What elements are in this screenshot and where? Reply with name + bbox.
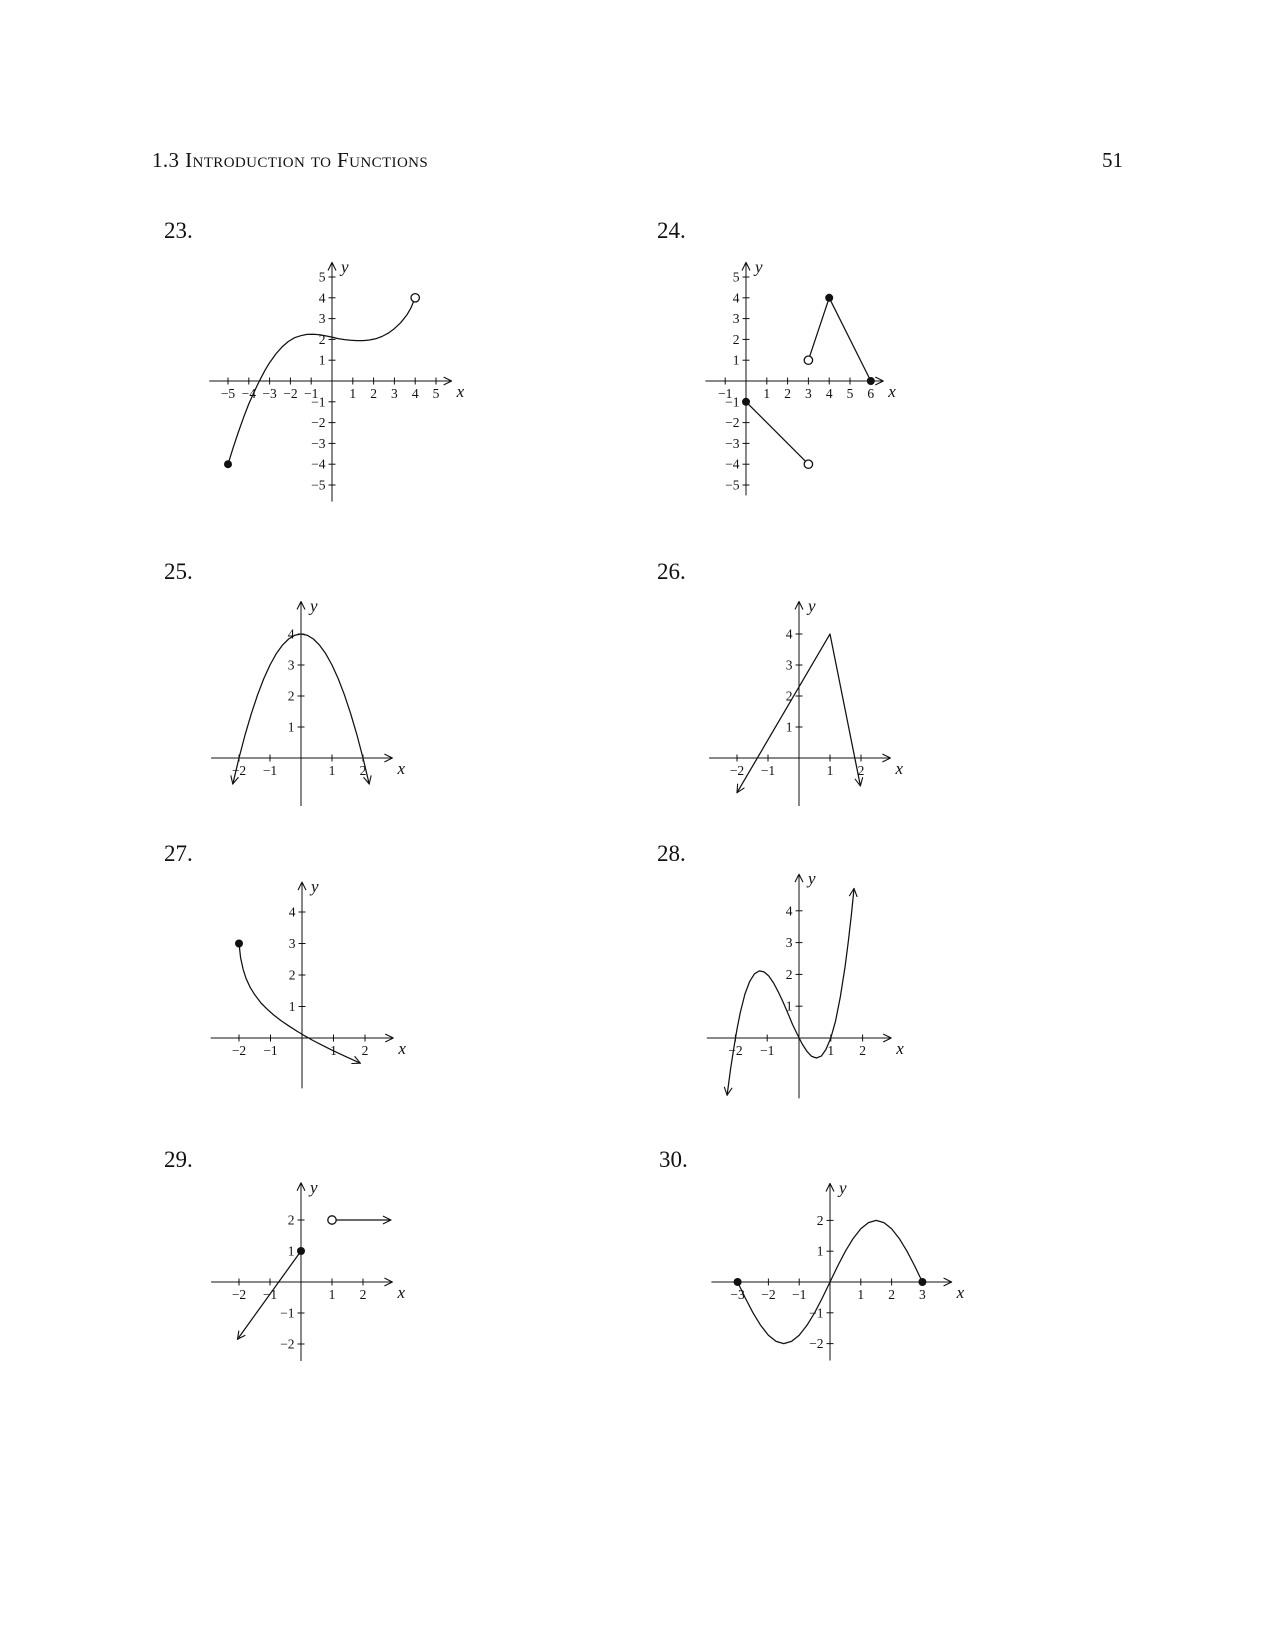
problem-number: 26. [657,559,686,584]
x-tick-label: −1 [718,386,733,401]
y-tick-label: −1 [311,394,326,410]
x-tick-label: 3 [919,1287,926,1302]
y-tick-label: −5 [725,477,740,493]
open-endpoint-circle [804,356,812,364]
y-tick-label: −2 [280,1336,295,1352]
x-tick-label: 1 [349,386,357,401]
axes [709,596,903,806]
y-tick-label: 1 [816,1243,824,1259]
x-tick-label: −2 [728,1043,743,1058]
y-tick-label: 1 [287,719,295,735]
x-tick-label: 4 [825,386,833,401]
x-axis-label: x [895,759,903,778]
problem-number: 27. [164,841,193,866]
x-tick-label: 2 [370,386,377,401]
closed-endpoint-dot [734,1278,742,1286]
graph-plot [688,1172,988,1387]
axes [711,1178,964,1360]
x-axis-label: x [456,382,465,401]
y-tick-label: 2 [318,331,326,347]
problem-number: 25. [164,559,193,584]
problem-number: 29. [164,1147,193,1172]
x-tick-label: 6 [867,386,875,401]
y-tick-label: 1 [287,1243,295,1259]
graph-plot [690,852,930,1112]
open-endpoint-circle [411,294,419,302]
y-tick-label: 4 [732,290,740,306]
x-tick-label: 2 [888,1287,895,1302]
axes [705,257,896,495]
closed-endpoint-dot [235,940,243,948]
x-tick-label: −2 [231,1043,247,1058]
y-axis-label: y [310,1177,318,1197]
y-axis-label: y [310,596,318,616]
y-tick-label: −3 [725,435,740,451]
graph-30 [688,1172,988,1392]
graph-27 [192,852,432,1112]
graph-plot [195,228,475,513]
segment-lower [742,398,813,469]
function-curve [727,889,854,1096]
decreasing-curve [235,940,360,1064]
graph-24 [680,228,920,518]
problem-number: 28. [657,841,686,866]
open-endpoint-circle [804,460,812,468]
y-tick-label: 4 [785,626,793,642]
problem-number: 24. [657,218,686,243]
x-tick-label: −2 [231,1287,247,1302]
x-tick-label: −2 [231,763,247,778]
x-tick-label: −1 [262,1287,278,1302]
x-tick-label: 1 [857,1287,865,1302]
page-number: 51 [1102,148,1123,172]
y-tick-label: 2 [785,966,793,982]
y-tick-label: −4 [725,456,740,472]
x-tick-label: 1 [330,1043,337,1058]
x-tick-label: 2 [361,1043,369,1058]
function-curve [746,402,808,464]
x-tick-label: −4 [241,386,256,401]
y-tick-label: −2 [725,415,740,431]
y-tick-label: −1 [280,1305,295,1321]
ray-horizontal [328,1216,391,1224]
problem-number: 30. [659,1147,688,1172]
x-tick-label: 5 [432,386,440,401]
y-tick-label: 1 [288,999,296,1014]
x-tick-label: 2 [359,763,367,778]
tent-lines [737,634,863,793]
y-tick-label: 3 [287,657,295,673]
y-tick-label: 3 [318,311,326,327]
graph-plot [680,228,920,513]
y-tick-label: 1 [785,719,793,735]
x-tick-label: 1 [826,763,834,778]
ray-lower [238,1247,306,1339]
graph-plot [192,572,432,827]
x-tick-label: 3 [391,386,398,401]
x-tick-label: 1 [328,1287,336,1302]
x-tick-label: 1 [763,386,771,401]
x-tick-label: −2 [283,386,298,401]
section-header: 1.3 Introduction to Functions [152,148,429,172]
closed-point-dot [825,294,833,302]
y-tick-label: −4 [311,456,326,472]
y-tick-label: 1 [732,352,740,368]
x-tick-label: −1 [263,1043,278,1058]
y-axis-label: y [808,869,816,889]
x-tick-label: 1 [827,1043,835,1058]
x-tick-label: −1 [304,386,319,401]
y-axis-label: y [808,596,816,616]
closed-endpoint-dot [297,1247,305,1255]
axes [211,1178,405,1361]
y-tick-label: 3 [785,657,793,673]
axes [209,257,464,501]
x-tick-label: −5 [220,386,236,401]
open-endpoint-circle [328,1216,336,1224]
axes [211,596,405,806]
function-curve [238,1251,302,1339]
x-tick-label: −3 [730,1287,745,1302]
x-tick-label: −2 [729,763,745,778]
graph-plot [192,1172,432,1387]
x-axis-label: x [398,1039,406,1058]
y-tick-label: 4 [785,903,793,919]
x-axis-label: x [397,759,405,778]
y-tick-label: 3 [785,935,793,951]
y-tick-label: 1 [318,352,326,368]
function-curve [808,298,870,381]
y-axis-label: y [311,877,319,897]
x-tick-label: 2 [857,763,865,778]
x-tick-label: −1 [760,1043,775,1058]
y-tick-label: 4 [318,290,326,306]
y-axis-label: y [341,257,349,277]
graph-26 [690,572,930,832]
x-tick-label: −2 [761,1287,776,1302]
graph-25 [192,572,432,832]
closed-endpoint-dot [224,460,232,468]
closed-endpoint-dot [918,1278,926,1286]
x-axis-label: x [956,1283,965,1302]
y-tick-label: 4 [288,904,296,920]
y-axis-label: y [839,1178,847,1198]
x-axis-label: x [888,382,896,401]
y-tick-label: 4 [287,626,295,642]
x-tick-label: −1 [262,763,278,778]
axes [707,869,904,1098]
graph-23 [195,228,475,518]
graph-29 [192,1172,432,1392]
y-tick-label: 2 [287,1212,295,1228]
y-tick-label: 2 [785,688,793,704]
problem-number: 23. [164,218,193,243]
graph-28 [690,852,930,1117]
x-tick-label: 3 [805,386,812,401]
y-tick-label: 5 [318,269,326,285]
graph-plot [690,572,930,827]
y-axis-label: y [755,257,763,277]
y-tick-label: 5 [732,269,740,285]
x-tick-label: 4 [411,386,419,401]
closed-endpoint-dot [867,377,875,385]
graph-plot [192,852,432,1107]
x-axis-label: x [896,1039,904,1058]
x-tick-label: −1 [792,1287,807,1302]
cubic-curve [724,889,857,1096]
x-tick-label: −3 [262,386,277,401]
y-tick-label: −5 [311,477,326,493]
y-tick-label: −3 [311,435,326,451]
y-tick-label: 3 [732,311,740,327]
y-tick-label: 3 [288,936,296,951]
x-tick-label: 2 [859,1043,866,1058]
x-tick-label: 5 [846,386,854,401]
y-tick-label: −2 [311,415,326,431]
y-tick-label: −2 [809,1336,824,1352]
y-tick-label: 2 [288,967,296,983]
x-tick-label: 2 [359,1287,367,1302]
y-tick-label: −1 [809,1305,824,1321]
function-curve [239,944,360,1064]
y-tick-label: 2 [732,331,740,347]
y-tick-label: 1 [785,998,793,1014]
y-tick-label: −1 [725,394,740,410]
x-tick-label: −1 [760,763,776,778]
axes [211,877,407,1088]
x-axis-label: x [397,1283,405,1302]
closed-endpoint-dot [742,398,750,406]
x-tick-label: 1 [328,763,336,778]
y-tick-label: 2 [287,688,295,704]
segment-upper [804,294,875,385]
y-tick-label: 2 [816,1212,824,1228]
x-tick-label: 2 [784,386,791,401]
